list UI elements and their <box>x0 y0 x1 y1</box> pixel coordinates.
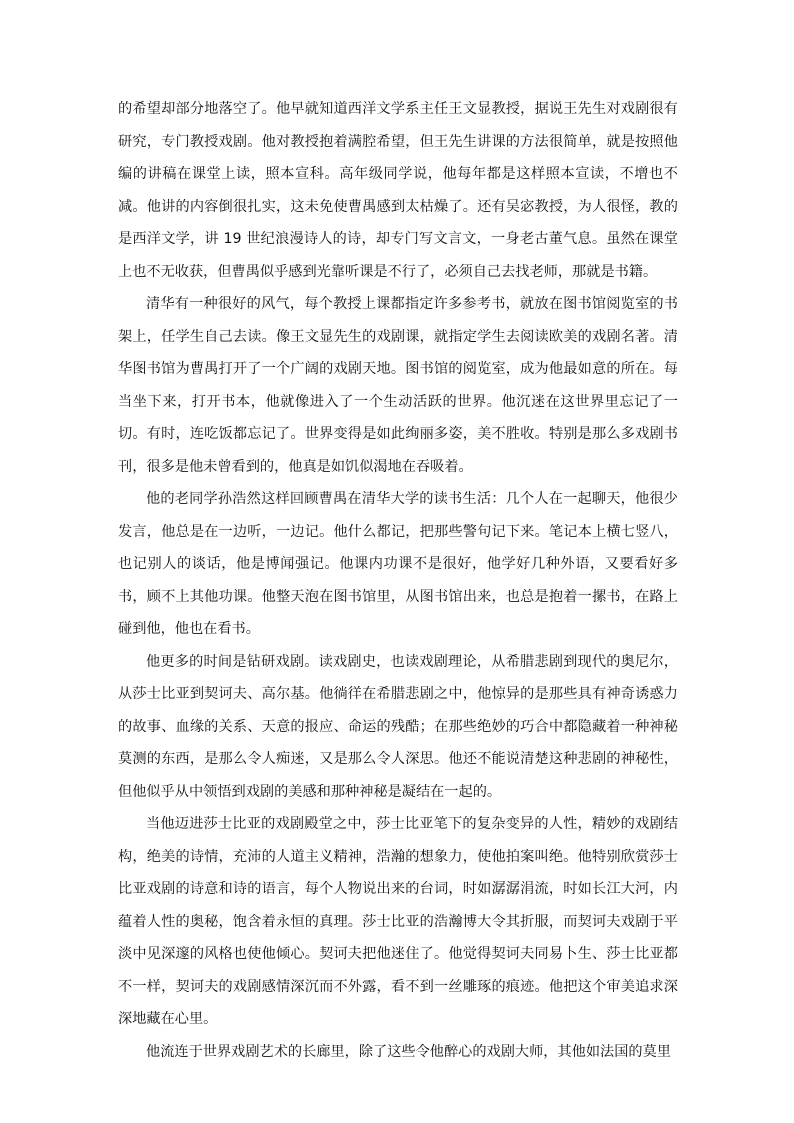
document-page <box>118 93 678 1068</box>
paragraph-world-drama: 他流连于世界戏剧艺术的长廊里，除了这些令他醉心的戏剧大师，其他如法国的莫里 <box>146 1043 671 1060</box>
paragraph-shakespeare-chekhov: 当他迈进莎士比亚的戏剧殿堂之中，莎士比亚笔下的复杂变异的人性，精妙的戏剧结构，绝美的诗情，充沛的人道主义精神，浩瀚的想象力，使他拍案叫绝。他特别欣赏莎士比亚戏剧的诗意和诗的语言，每个人物说出来的台词，时如潺潺涓流，时如长江大河，内蕴着人性的奥秘，饱含着永恒的真理。莎士比亚的浩瀚博大令其折服，而契诃夫戏剧于平淡中见深邃的风格也使他倾心。契诃夫把他迷住了。他觉得契诃夫同易卜生、莎士比亚都不一样，契诃夫的戏剧感情深沉而不外露，看不到一丝雕琢的痕迹。他把这个审美追求深深地藏在心里。 <box>118 816 678 1027</box>
paragraph-drama-study: 他更多的时间是钻研戏剧。读戏剧史，也读戏剧理论，从希腊悲剧到现代的奥尼尔，从莎士比亚到契诃夫、高尔基。他徜徉在希腊悲剧之中，他惊异的是那些具有神奇诱惑力的故事、血缘的关系、天意的报应、命运的残酷；在那些绝妙的巧合中都隐藏着一种神秘莫测的东西，是那么令人痴迷，又是那么令人深思。他还不能说清楚这种悲剧的神秘性，但他似乎从中领悟到戏剧的美感和那种神秘是凝结在一起的。 <box>118 653 678 800</box>
paragraph-tsinghua-library: 清华有一种很好的风气，每个教授上课都指定许多参考书，就放在图书馆阅览室的书架上，任学生自己去读。像王文显先生的戏剧课，就指定学生去阅读欧美的戏剧名著。清华图书馆为曹禺打开了一个广阔的戏剧天地。图书馆的阅览室，成为他最如意的所在。每当坐下来，打开书本，他就像进入了一个生动活跃的世界。他沉迷在这世界里忘记了一切。有时，连吃饭都忘记了。世界变得是如此绚丽多姿，美不胜收。特别是那么多戏剧书刊，很多是他未曾看到的，他真是如饥似渴地在吞吸着。 <box>118 296 678 475</box>
paragraph-classmate-recollection: 他的老同学孙浩然这样回顾曹禺在清华大学的读书生活：几个人在一起聊天，他很少发言，他总是在一边听，一边记。他什么都记，把那些警句记下来。笔记本上横七竖八，也记别人的谈话，他是博闻强记。他课内功课不是很好，他学好几种外语，又要看好多书，顾不上其他功课。他整天泡在图书馆里，从图书馆出来，也总是抱着一摞书，在路上碰到他，他也在看书。 <box>118 491 678 637</box>
paragraph-continued: 的希望却部分地落空了。他早就知道西洋文学系主任王文显教授，据说王先生对戏剧很有研究，专门教授戏剧。他对教授抱着满腔希望，但王先生讲课的方法很简单，就是按照他编的讲稿在课堂上读，照本宣科。高年级同学说，他每年都是这样照本宣读，不增也不减。他讲的内容倒很扎实，这未免使曹禺感到太枯燥了。还有吴宓教授，为人很怪，教的是西洋文学，讲 19 世纪浪漫诗人的诗，却专门写文言文，一身老古董气息。虽然在课堂上也不无收获，但曹禺似乎感到光靠听课是不行了，必须自己去找老师，那就是书籍。 <box>118 101 678 280</box>
